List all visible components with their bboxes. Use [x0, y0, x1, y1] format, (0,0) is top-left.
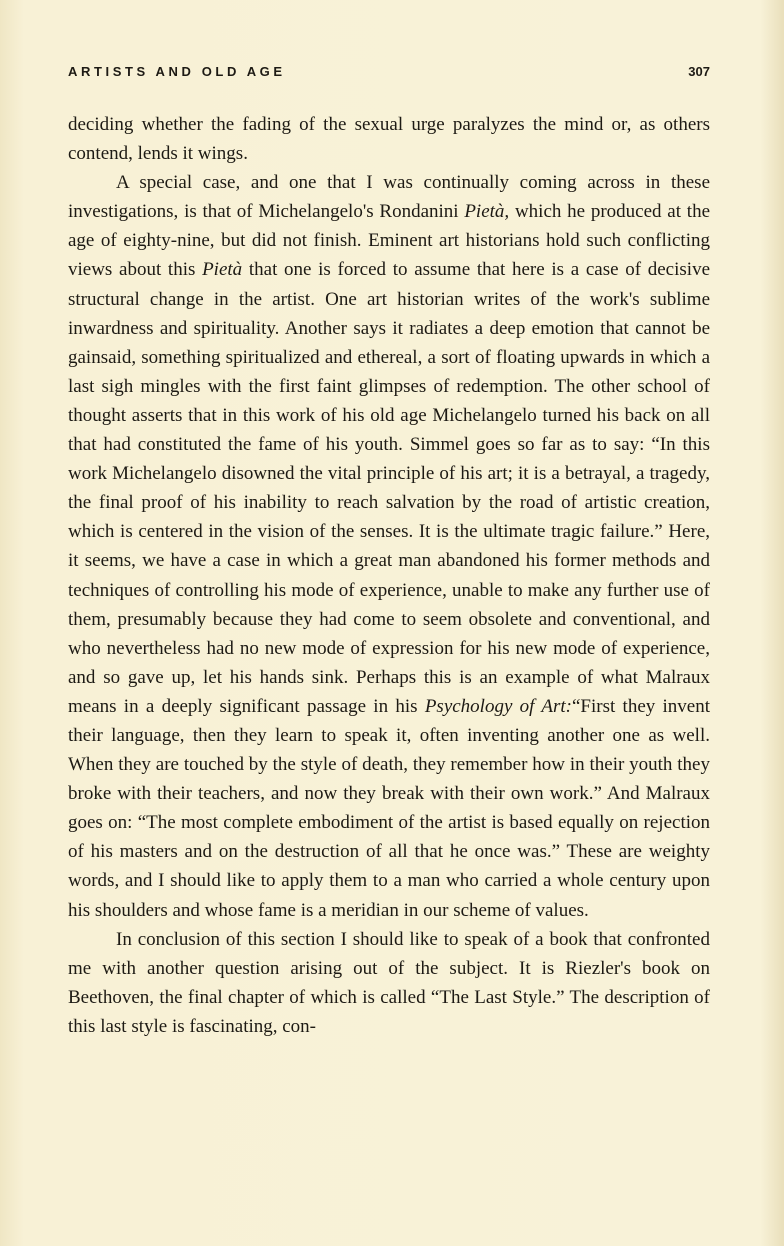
page-number: 307 — [688, 64, 710, 79]
paragraph-2 — [68, 168, 710, 924]
paragraph-2-text-end: “First they invent their language, then they learn to speak it, often inventing another one as well. When they are touched by the style of death, they remember how in their youth they broke with their teachers, and now they break with their own work.” And Malraux goes on: “The most complete embodiment of the artist is based equally on rejection of his masters and on the destruction of all that he once was.” These are weighty words, and I should like to apply them to a man who carried a whole century upon his shoulders and whose fame is a meridian in our scheme of values. — [68, 695, 711, 921]
page-header — [68, 64, 710, 86]
pieta-title-1: Pietà, — [464, 201, 510, 223]
paragraph-2-text-start: A special case, and one that I was continually coming across in these investigations, is that of Michelangelo's Rondanini — [68, 172, 710, 223]
paragraph-1-text: deciding whether the fading of the sexual urge paralyzes the mind or, as others contend, lends it wings. — [68, 114, 710, 165]
paragraph-2-text-middle-2: that one is forced to assume that here is a case of decisive structural change in the artist. One art historian writes of the work's sublime inwardness and spirituality. Another says it radiates a deep emotion that cannot be gainsaid, something spiritualized and ethereal, a sort of floating upwards in which a last sigh mingles with the first faint glimpses of redemption. The other school of thought asserts that in this work of his old age Michelangelo turned his back on all that had constituted the fame of his youth. Simmel goes so far as to say: “In this work Michelangelo disowned the vital principle of his art; it is a betrayal, a tragedy, the final proof of his inability to reach salvation by the road of artistic creation, which is centered in the vision of the senses. It is the ultimate tragic failure.” Here, it seems, we have a case in which a great man abandoned his former methods and techniques of controlling his mode of experience, unable to make any further use of them, presumably because they had come to seem obsolete and conventional, and who nevertheless had no new mode of expression for his new mode of experience, and so gave up, let his hands sink. Perhaps this is an example of what Malraux means in a deeply significant passage in his — [68, 259, 710, 717]
pieta-title-2: Pietà — [202, 259, 243, 281]
psychology-of-art-title: Psychology of Art: — [424, 695, 572, 717]
paragraph-2-text-middle: which he produced at the age of eighty-nine, but did not finish. Eminent art historians hold such conflicting views about this — [68, 201, 710, 281]
paragraph-3 — [68, 925, 710, 1041]
running-head: ARTISTS AND OLD AGE — [68, 64, 286, 79]
body-text — [68, 110, 710, 1041]
paragraph-1 — [68, 110, 710, 168]
paragraph-3-text: In conclusion of this section I should like to speak of a book that confronted me with another question arising out of the subject. It is Riezler's book on Beethoven, the final chapter of which is called “The Last Style.” The description of this last style is fascinating, con- — [68, 928, 710, 1037]
